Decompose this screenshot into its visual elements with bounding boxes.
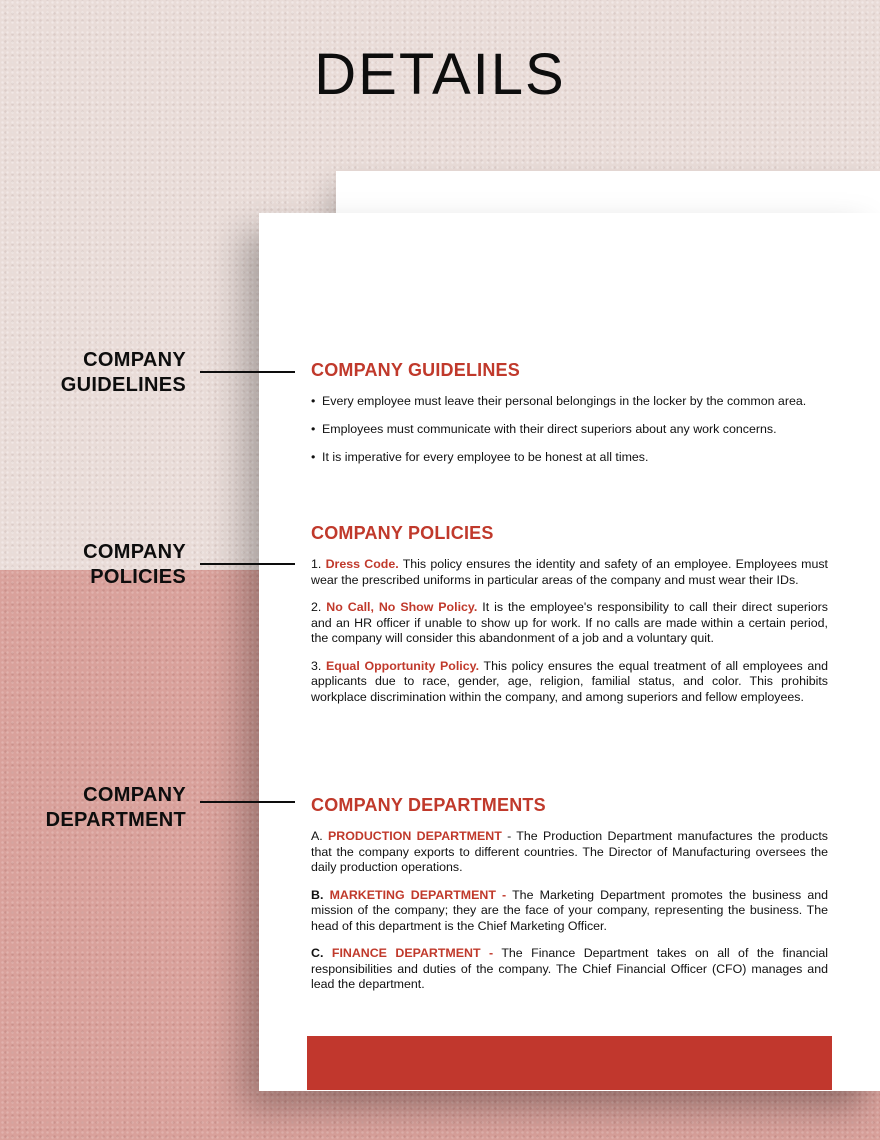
callout-policies-line1: COMPANY <box>83 541 186 563</box>
callout-department-connector <box>200 801 295 803</box>
department-letter: B. <box>311 887 324 902</box>
policy-item-dress-code <box>311 557 828 588</box>
callout-guidelines-connector <box>200 371 295 373</box>
policy-text: It is the employee's responsibility to call their direct superiors and an HR officer if unable to show up for work. If no calls are made within a certain period, the company will consider this abandonment of a job and a voluntary quit. <box>311 600 828 645</box>
guideline-item: • It is imperative for every employee to be honest at all times. <box>311 450 828 465</box>
callout-company-policies <box>0 540 186 590</box>
department-text: The Marketing Department promotes the business and mission of the company; they are the face of your company, representing the business. The head of this department is the Chief Marketing Officer. <box>311 887 828 933</box>
department-text: The Finance Department takes on all of the financial responsibilities and duties of the company. The Chief Financial Officer (CFO) manages and lead the department. <box>311 946 828 991</box>
department-name: PRODUCTION DEPARTMENT <box>328 829 502 843</box>
policy-item-equal-opportunity <box>311 659 828 706</box>
callout-company-guidelines <box>0 348 186 398</box>
policy-text: This policy ensures the equal treatment of all employees and applicants due to race, gender, age, religion, familial status, and color. This prohibits workplace discrimination within the company, and among superiors and fellow employees. <box>311 658 829 704</box>
department-letter: A. <box>311 829 323 843</box>
policy-name: Equal Opportunity Policy. <box>326 658 480 673</box>
guideline-item: • Employees must communicate with their direct superiors about any work concerns. <box>311 422 828 437</box>
departments-heading: COMPANY DEPARTMENTS <box>311 795 546 815</box>
policy-text: This policy ensures the identity and safety of an employee. Employees must wear the prescribed uniforms in particular areas of the company and must wear their IDs. <box>311 557 828 587</box>
callout-company-department <box>0 783 186 833</box>
departments-section <box>311 793 828 1005</box>
callout-policies-line2: POLICIES <box>90 566 186 588</box>
policy-item-no-call-no-show <box>311 600 828 647</box>
department-name: MARKETING DEPARTMENT - <box>329 887 507 902</box>
policy-number: 2. <box>311 600 322 614</box>
department-name: FINANCE DEPARTMENT - <box>331 946 494 960</box>
callout-guidelines-line2: GUIDELINES <box>60 374 186 396</box>
callout-policies-connector <box>200 563 295 565</box>
callout-department-line1: COMPANY <box>83 784 186 806</box>
policy-number: 3. <box>311 658 322 673</box>
policy-name: Dress Code. <box>325 557 399 571</box>
guideline-item: • Every employee must leave their personal belongings in the locker by the common area. <box>311 394 828 409</box>
policy-number: 1. <box>311 557 322 571</box>
policies-section <box>311 521 828 717</box>
department-letter: C. <box>311 946 324 960</box>
guidelines-heading: COMPANY GUIDELINES <box>311 360 520 380</box>
footer-red-bar <box>307 1036 832 1090</box>
guidelines-list <box>311 394 828 465</box>
guidelines-section <box>311 358 828 478</box>
department-text: - The Production Department manufactures the products that the company exports to different countries. The Director of Manufacturing oversees the daily production operations. <box>311 829 828 874</box>
callout-guidelines-line1: COMPANY <box>83 349 186 371</box>
department-item-finance <box>311 946 828 993</box>
policies-heading: COMPANY POLICIES <box>311 523 494 543</box>
callout-department-line2: DEPARTMENT <box>45 809 186 831</box>
policy-name: No Call, No Show Policy. <box>326 600 478 614</box>
page-title: DETAILS <box>314 42 566 107</box>
department-item-marketing <box>311 888 828 935</box>
department-item-production <box>311 829 828 876</box>
